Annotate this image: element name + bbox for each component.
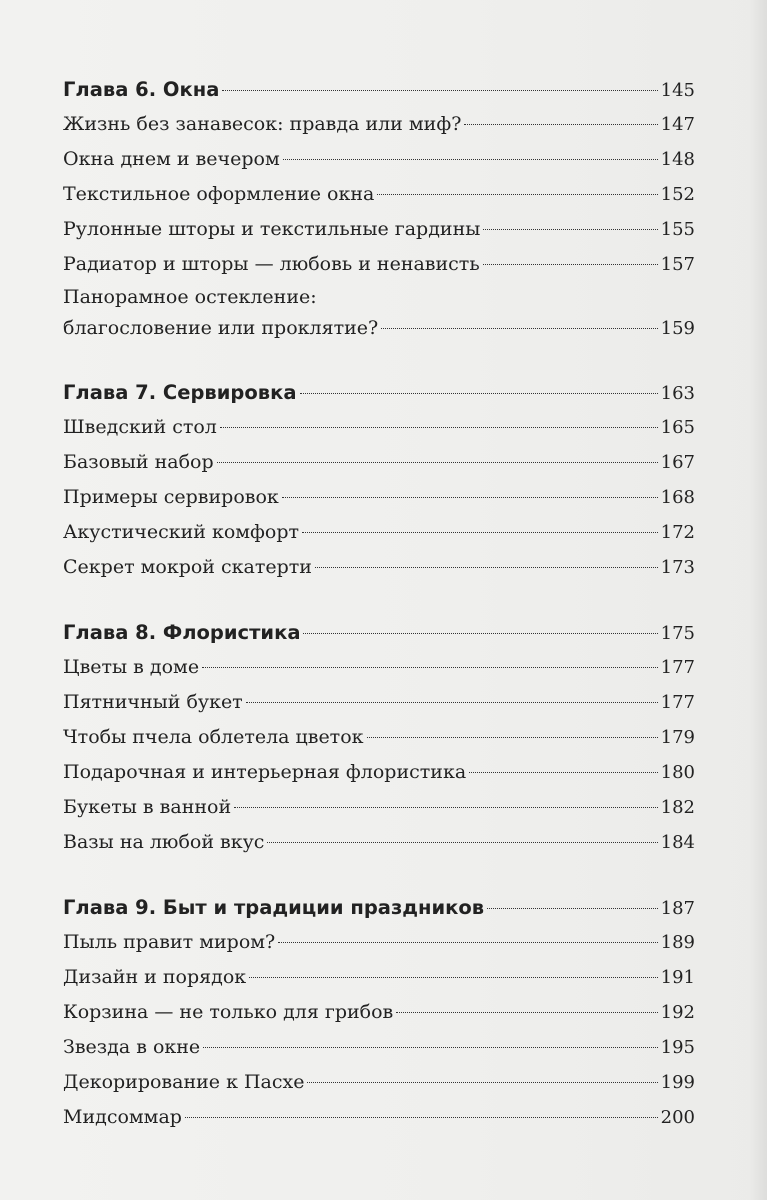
page-number: 145 bbox=[660, 80, 695, 101]
entry-title: Акустический комфорт bbox=[63, 521, 300, 543]
page-number: 179 bbox=[660, 727, 695, 748]
chapter-heading bbox=[63, 890, 695, 925]
page-number: 184 bbox=[660, 832, 695, 853]
dot-leader bbox=[220, 427, 658, 428]
toc-entry bbox=[63, 410, 695, 445]
entry-title: Пятничный букет bbox=[63, 691, 243, 713]
entry-title: Цветы в доме bbox=[63, 656, 200, 678]
entry-title: Вазы на любой вкус bbox=[63, 831, 265, 853]
chapter-title: Глава 6. Окна bbox=[63, 78, 220, 101]
toc-entry bbox=[63, 142, 695, 177]
dot-leader bbox=[381, 328, 657, 329]
chapter-heading bbox=[63, 72, 695, 107]
dot-leader bbox=[282, 497, 658, 498]
chapter-heading bbox=[63, 615, 695, 650]
chapter-title: Глава 8. Флористика bbox=[63, 621, 301, 644]
page-number: 163 bbox=[660, 383, 695, 404]
entry-title-line2: благословение или проклятие? bbox=[63, 317, 379, 339]
dot-leader bbox=[469, 772, 657, 773]
dot-leader bbox=[185, 1117, 658, 1118]
entry-title: Базовый набор bbox=[63, 451, 214, 473]
entry-title: Окна днем и вечером bbox=[63, 148, 280, 170]
page-number: 159 bbox=[660, 318, 695, 339]
dot-leader bbox=[234, 807, 658, 808]
chapter-9 bbox=[63, 890, 695, 1135]
entry-title: Дизайн и порядок bbox=[63, 966, 247, 988]
dot-leader bbox=[283, 159, 658, 160]
toc-entry bbox=[63, 825, 695, 860]
page-number: 155 bbox=[660, 219, 695, 240]
table-of-contents bbox=[63, 72, 695, 1165]
entry-title: Рулонные шторы и текстильные гардины bbox=[63, 218, 481, 240]
entry-title: Корзина — не только для грибов bbox=[63, 1001, 394, 1023]
page-number: 192 bbox=[660, 1002, 695, 1023]
dot-leader bbox=[315, 567, 658, 568]
toc-entry bbox=[63, 925, 695, 960]
toc-entry bbox=[63, 212, 695, 247]
toc-entry bbox=[63, 685, 695, 720]
page-number: 175 bbox=[660, 623, 695, 644]
entry-title: Шведский стол bbox=[63, 416, 217, 438]
dot-leader bbox=[464, 124, 657, 125]
toc-entry bbox=[63, 107, 695, 142]
page-number: 180 bbox=[660, 762, 695, 783]
entry-title-line2-row bbox=[63, 312, 695, 345]
toc-entry bbox=[63, 790, 695, 825]
toc-entry bbox=[63, 480, 695, 515]
toc-entry bbox=[63, 995, 695, 1030]
page-number: 189 bbox=[660, 932, 695, 953]
entry-title: Текстильное оформление окна bbox=[63, 183, 375, 205]
entry-title: Пыль правит миром? bbox=[63, 931, 276, 953]
page-number: 168 bbox=[660, 487, 695, 508]
page-number: 165 bbox=[660, 417, 695, 438]
page-number: 167 bbox=[660, 452, 695, 473]
chapter-8 bbox=[63, 615, 695, 860]
entry-title-line1: Панорамное остекление: bbox=[63, 286, 317, 308]
toc-entry bbox=[63, 515, 695, 550]
chapter-6 bbox=[63, 72, 695, 345]
page-number: 173 bbox=[660, 557, 695, 578]
page-number: 187 bbox=[660, 898, 695, 919]
dot-leader bbox=[249, 977, 658, 978]
toc-entry bbox=[63, 550, 695, 585]
page-number: 152 bbox=[660, 184, 695, 205]
dot-leader bbox=[300, 393, 658, 394]
dot-leader bbox=[246, 702, 658, 703]
toc-entry bbox=[63, 247, 695, 282]
entry-title: Подарочная и интерьерная флористика bbox=[63, 761, 467, 783]
chapter-7 bbox=[63, 375, 695, 585]
dot-leader bbox=[396, 1012, 657, 1013]
page-number: 177 bbox=[660, 657, 695, 678]
dot-leader bbox=[367, 737, 658, 738]
chapter-title: Глава 9. Быт и традиции праздников bbox=[63, 896, 485, 919]
page-number: 172 bbox=[660, 522, 695, 543]
toc-entry bbox=[63, 177, 695, 212]
dot-leader bbox=[303, 633, 657, 634]
toc-entry bbox=[63, 1030, 695, 1065]
dot-leader bbox=[222, 90, 657, 91]
dot-leader bbox=[483, 229, 657, 230]
page-number: 199 bbox=[660, 1072, 695, 1093]
toc-entry bbox=[63, 445, 695, 480]
page-number: 147 bbox=[660, 114, 695, 135]
toc-entry bbox=[63, 755, 695, 790]
dot-leader bbox=[483, 264, 658, 265]
toc-entry bbox=[63, 1100, 695, 1135]
entry-title: Декорирование к Пасхе bbox=[63, 1071, 305, 1093]
toc-entry bbox=[63, 960, 695, 995]
dot-leader bbox=[278, 942, 657, 943]
page-number: 177 bbox=[660, 692, 695, 713]
dot-leader bbox=[202, 667, 658, 668]
entry-title: Мидсоммар bbox=[63, 1106, 182, 1128]
chapter-title: Глава 7. Сервировка bbox=[63, 381, 297, 404]
toc-entry bbox=[63, 650, 695, 685]
toc-entry-two-line bbox=[63, 282, 695, 345]
entry-title: Чтобы пчела облетела цветок bbox=[63, 726, 364, 748]
page-number: 157 bbox=[660, 254, 695, 275]
dot-leader bbox=[217, 462, 658, 463]
page-number: 195 bbox=[660, 1037, 695, 1058]
entry-title: Букеты в ванной bbox=[63, 796, 232, 818]
page-number: 148 bbox=[660, 149, 695, 170]
page-number: 200 bbox=[660, 1107, 695, 1128]
dot-leader bbox=[203, 1047, 657, 1048]
dot-leader bbox=[487, 908, 658, 909]
dot-leader bbox=[377, 194, 657, 195]
entry-title: Секрет мокрой скатерти bbox=[63, 556, 312, 578]
entry-title: Примеры сервировок bbox=[63, 486, 279, 508]
chapter-heading bbox=[63, 375, 695, 410]
page-number: 182 bbox=[660, 797, 695, 818]
toc-entry bbox=[63, 1065, 695, 1100]
dot-leader bbox=[302, 532, 658, 533]
dot-leader bbox=[267, 842, 657, 843]
page-number: 191 bbox=[660, 967, 695, 988]
entry-title: Радиатор и шторы — любовь и ненависть bbox=[63, 253, 480, 275]
entry-title: Звезда в окне bbox=[63, 1036, 201, 1058]
entry-title: Жизнь без занавесок: правда или миф? bbox=[63, 113, 462, 135]
toc-entry bbox=[63, 720, 695, 755]
dot-leader bbox=[307, 1082, 657, 1083]
